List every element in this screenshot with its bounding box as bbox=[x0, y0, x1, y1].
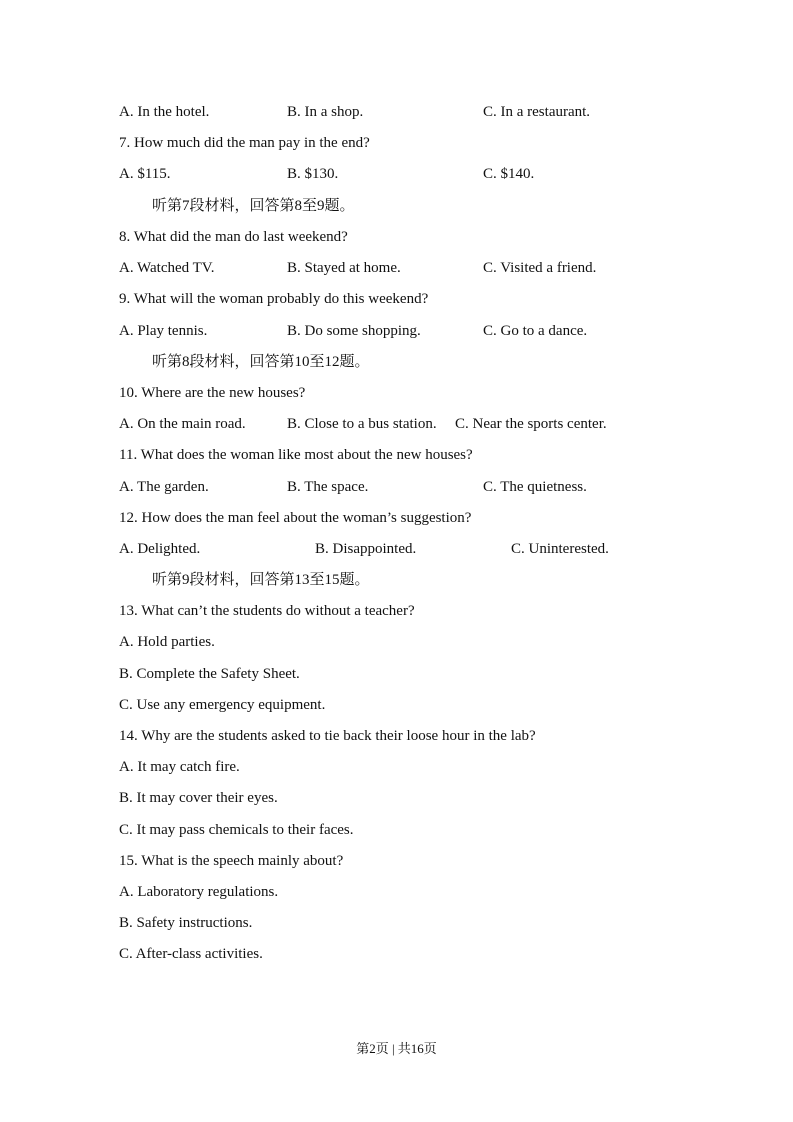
q11-stem: 11. What does the woman like most about the new houses? bbox=[119, 447, 473, 463]
q6-option-c: C. In a restaurant. bbox=[483, 104, 591, 120]
q14-option-c: C. It may pass chemicals to their faces. bbox=[119, 822, 354, 838]
q10-option-c: C. Near the sports center. bbox=[455, 416, 607, 432]
page-footer: 第2页 | 共16页 bbox=[356, 1041, 437, 1056]
q8-option-a: A. Watched TV. bbox=[119, 260, 215, 276]
q11-option-a: A. The garden. bbox=[119, 479, 209, 495]
q14-stem: 14. Why are the students asked to tie back their loose hour in the lab? bbox=[119, 728, 536, 744]
section-instruction-9: 听第9段材料，回答第13至15题。 bbox=[152, 572, 370, 588]
q10-stem: 10. Where are the new houses? bbox=[119, 385, 306, 401]
q9-option-a: A. Play tennis. bbox=[119, 323, 208, 339]
q7-option-a: A. $115. bbox=[119, 166, 171, 182]
q11-option-b: B. The space. bbox=[287, 479, 369, 495]
q7-stem: 7. How much did the man pay in the end? bbox=[119, 135, 370, 151]
q9-option-c: C. Go to a dance. bbox=[483, 323, 588, 339]
q7-option-c: C. $140. bbox=[483, 166, 535, 182]
q14-option-b: B. It may cover their eyes. bbox=[119, 790, 278, 806]
q15-option-b: B. Safety instructions. bbox=[119, 915, 253, 931]
q13-option-c: C. Use any emergency equipment. bbox=[119, 697, 326, 713]
q6-option-b: B. In a shop. bbox=[287, 104, 364, 120]
q7-option-b: B. $130. bbox=[287, 166, 339, 182]
q11-option-c: C. The quietness. bbox=[483, 479, 587, 495]
q8-option-c: C. Visited a friend. bbox=[483, 260, 597, 276]
q13-option-a: A. Hold parties. bbox=[119, 634, 215, 650]
q6-option-a: A. In the hotel. bbox=[119, 104, 210, 120]
q8-stem: 8. What did the man do last weekend? bbox=[119, 229, 348, 245]
q12-stem: 12. How does the man feel about the woman’s suggestion? bbox=[119, 510, 472, 526]
q10-option-b: B. Close to a bus station. bbox=[287, 416, 437, 432]
q9-option-b: B. Do some shopping. bbox=[287, 323, 421, 339]
q15-option-a: A. Laboratory regulations. bbox=[119, 884, 279, 900]
q15-option-c: C. After-class activities. bbox=[119, 946, 263, 962]
q8-option-b: B. Stayed at home. bbox=[287, 260, 401, 276]
q9-stem: 9. What will the woman probably do this weekend? bbox=[119, 291, 429, 307]
q14-option-a: A. It may catch fire. bbox=[119, 759, 240, 775]
q13-stem: 13. What can’t the students do without a teacher? bbox=[119, 603, 415, 619]
q12-option-c: C. Uninterested. bbox=[511, 541, 609, 557]
q10-option-a: A. On the main road. bbox=[119, 416, 246, 432]
q12-option-b: B. Disappointed. bbox=[315, 541, 417, 557]
q13-option-b: B. Complete the Safety Sheet. bbox=[119, 666, 300, 682]
q12-option-a: A. Delighted. bbox=[119, 541, 201, 557]
section-instruction-7: 听第7段材料，回答第8至9题。 bbox=[152, 198, 355, 214]
q15-stem: 15. What is the speech mainly about? bbox=[119, 853, 344, 869]
section-instruction-8: 听第8段材料，回答第10至12题。 bbox=[152, 354, 370, 370]
